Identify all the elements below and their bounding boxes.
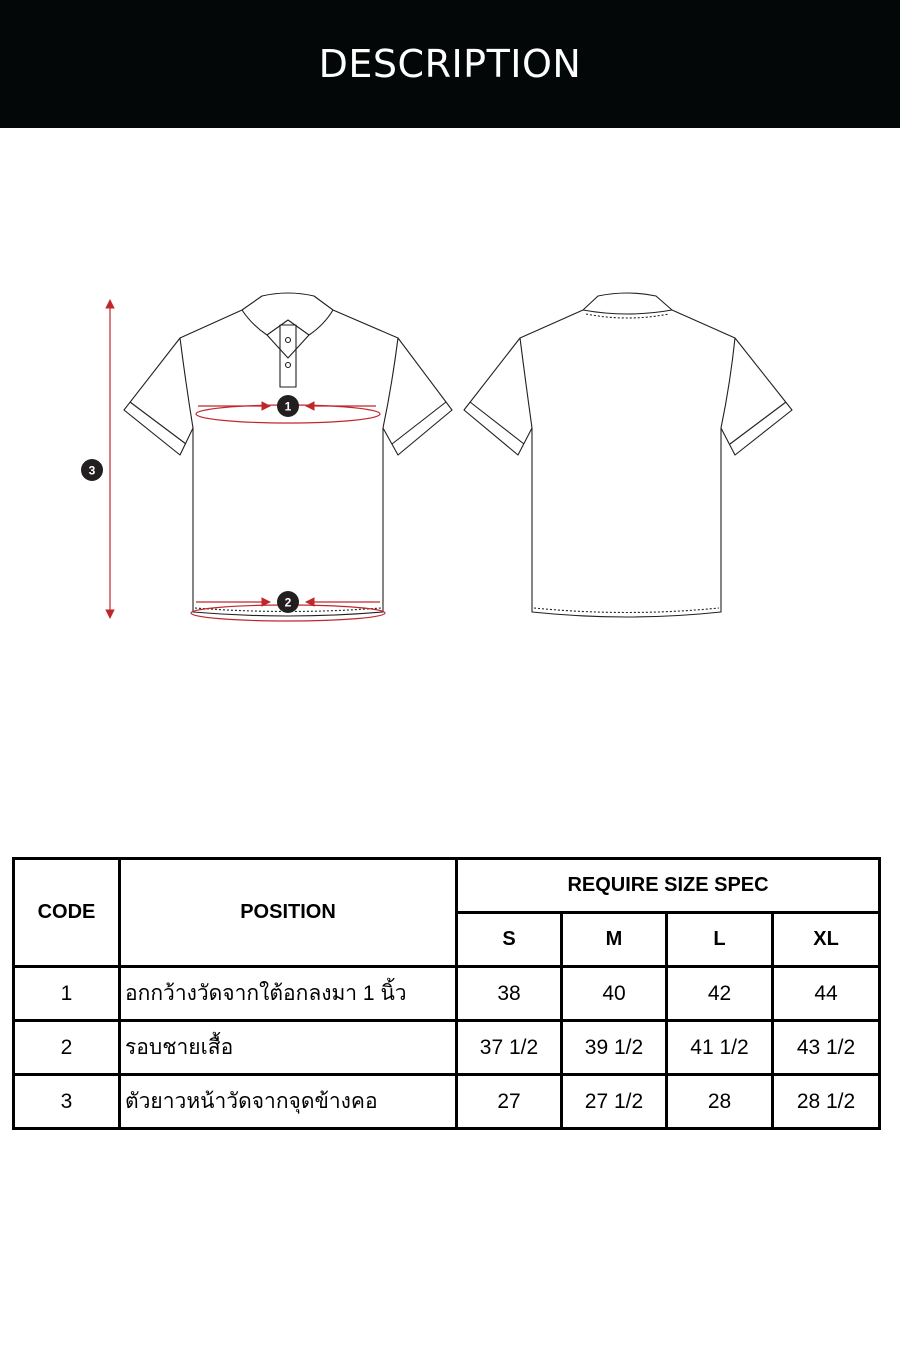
row-position: รอบชายเสื้อ xyxy=(120,1021,457,1075)
front-shirt-drawing xyxy=(124,293,452,616)
row-value-l: 42 xyxy=(667,967,773,1021)
header-size-spec: REQUIRE SIZE SPEC xyxy=(457,859,880,913)
row-value-l: 28 xyxy=(667,1075,773,1129)
row-value-m: 40 xyxy=(562,967,667,1021)
page-title: DESCRIPTION xyxy=(318,42,582,86)
marker-3-label: 3 xyxy=(88,463,96,478)
marker-2-label: 2 xyxy=(284,595,292,610)
table-row xyxy=(14,1021,880,1075)
marker-2 xyxy=(277,591,299,613)
row-position: อกกว้างวัดจากใต้อกลงมา 1 นิ้ว xyxy=(120,967,457,1021)
row-position: ตัวยาวหน้าวัดจากจุดข้างคอ xyxy=(120,1075,457,1129)
table-row xyxy=(14,1075,880,1129)
table-row xyxy=(14,967,880,1021)
row-value-xl: 44 xyxy=(773,967,880,1021)
row-value-l: 41 1/2 xyxy=(667,1021,773,1075)
row-value-s: 37 1/2 xyxy=(457,1021,562,1075)
header-size-l: L xyxy=(667,913,773,967)
marker-3 xyxy=(81,459,103,481)
row-code: 3 xyxy=(14,1075,120,1129)
row-value-xl: 43 1/2 xyxy=(773,1021,880,1075)
row-value-s: 38 xyxy=(457,967,562,1021)
row-value-s: 27 xyxy=(457,1075,562,1129)
row-value-m: 27 1/2 xyxy=(562,1075,667,1129)
row-code: 2 xyxy=(14,1021,120,1075)
row-value-xl: 28 1/2 xyxy=(773,1075,880,1129)
header-code: CODE xyxy=(14,859,120,967)
header-size-s: S xyxy=(457,913,562,967)
header-size-xl: XL xyxy=(773,913,880,967)
row-code: 1 xyxy=(14,967,120,1021)
header-banner xyxy=(0,0,900,128)
row-value-m: 39 1/2 xyxy=(562,1021,667,1075)
marker-1-label: 1 xyxy=(284,399,292,414)
size-spec-table xyxy=(12,857,881,1130)
header-size-m: M xyxy=(562,913,667,967)
back-shirt-drawing xyxy=(464,293,792,617)
header-position: POSITION xyxy=(120,859,457,967)
marker-1 xyxy=(277,395,299,417)
size-diagram xyxy=(0,280,900,640)
